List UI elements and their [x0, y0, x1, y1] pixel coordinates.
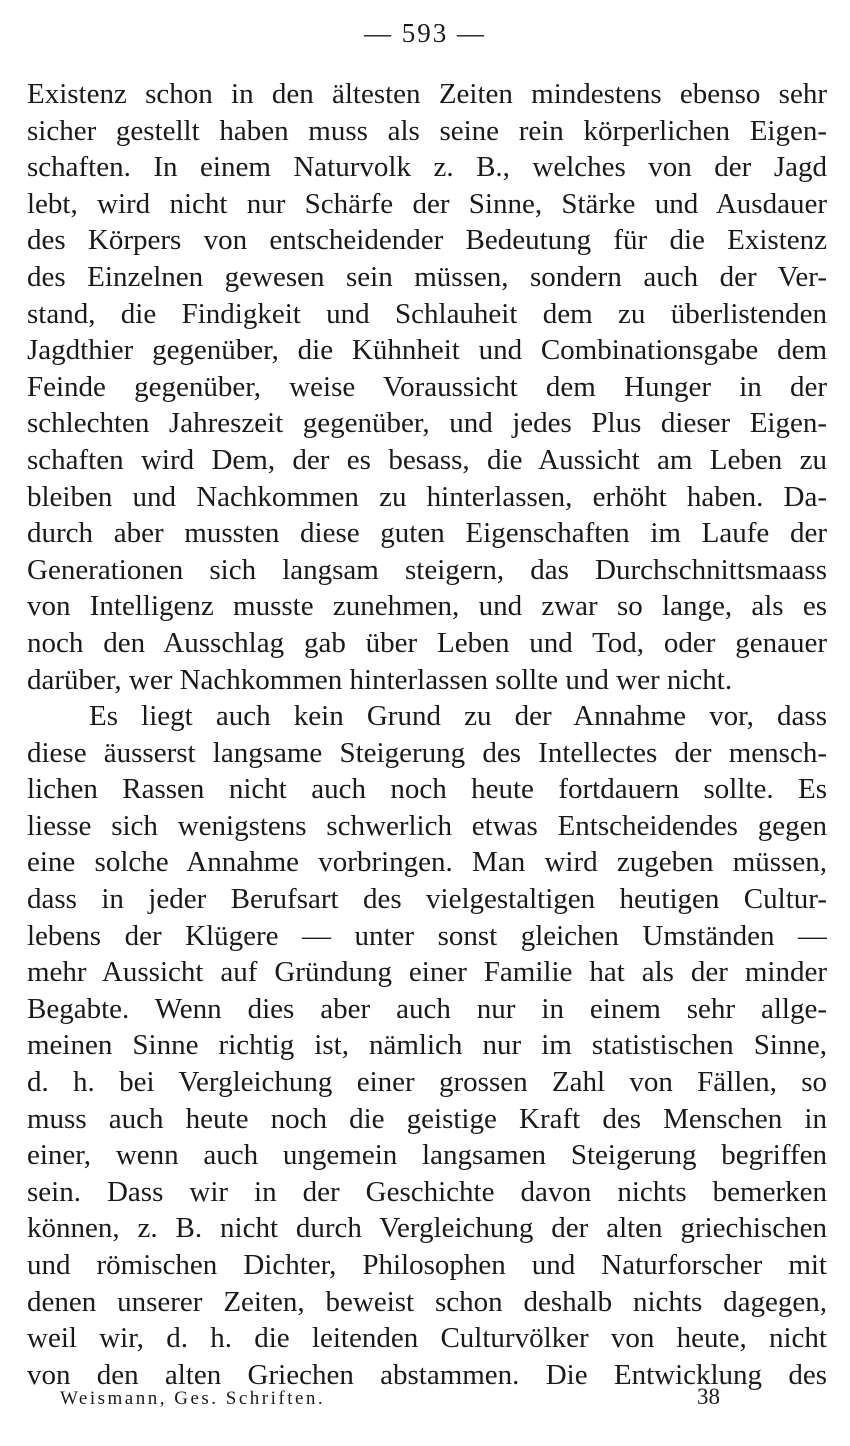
text-line: durch aber mussten diese guten Eigenschaften im Laufe der: [27, 517, 827, 550]
text-line: von den alten Griechen abstammen. Die Entwicklung des: [27, 1358, 827, 1391]
text-line: muss auch heute noch die geistige Kraft des Menschen in: [27, 1102, 827, 1135]
text-line: des Einzelnen gewesen sein müssen, sondern auch der Ver-: [27, 260, 827, 293]
text-line: schaften wird Dem, der es besass, die Aussicht am Leben zu: [27, 443, 827, 476]
text-line: und römischen Dichter, Philosophen und Naturforscher mit: [27, 1249, 827, 1281]
text-line: Jagdthier gegenüber, die Kühnheit und Combinationsgabe dem: [27, 334, 827, 367]
paragraph: [27, 698, 827, 1393]
text-line: Es liegt auch kein Grund zu der Annahme vor, dass: [89, 700, 827, 733]
footer-source: Weismann, Ges. Schriften.: [60, 1388, 326, 1409]
text-line: meinen Sinne richtig ist, nämlich nur im statistischen Sinne,: [27, 1029, 827, 1062]
text-line: des Körpers von entscheidender Bedeutung für die Existenz: [27, 224, 827, 257]
text-line: Existenz schon in den ältesten Zeiten mindestens ebenso sehr: [27, 78, 827, 110]
text-line: Generationen sich langsam steigern, das Durchschnittsmaass: [27, 553, 827, 586]
paragraph: [27, 76, 827, 698]
sheet-signature: 38: [697, 1384, 720, 1409]
text-line: von Intelligenz musste zunehmen, und zwar so lange, als es: [27, 590, 827, 623]
text-line: darüber, wer Nachkommen hinterlassen sollte und wer nicht.: [27, 663, 733, 696]
text-line: d. h. bei Vergleichung einer grossen Zahl von Fällen, so: [27, 1066, 827, 1099]
text-line: mehr Aussicht auf Gründung einer Familie hat als der minder: [27, 956, 827, 989]
text-line: liesse sich wenigstens schwerlich etwas Entscheidendes gegen: [27, 809, 827, 842]
text-line: Feinde gegenüber, weise Voraussicht dem Hunger in der: [27, 370, 827, 403]
text-line: stand, die Findigkeit und Schlauheit dem zu überlistenden: [27, 297, 827, 330]
text-line: lebens der Klügere — unter sonst gleichen Umständen —: [27, 919, 827, 952]
text-line: bleiben und Nachkommen zu hinterlassen, erhöht haben. Da-: [27, 480, 827, 513]
text-line: denen unserer Zeiten, beweist schon deshalb nichts dagegen,: [27, 1285, 827, 1318]
text-line: schlechten Jahreszeit gegenüber, und jedes Plus dieser Eigen-: [27, 407, 827, 440]
text-line: lichen Rassen nicht auch noch heute fortdauern sollte. Es: [27, 773, 827, 806]
text-line: können, z. B. nicht durch Vergleichung der alten griechischen: [27, 1212, 827, 1245]
text-line: sein. Dass wir in der Geschichte davon nichts bemerken: [27, 1175, 827, 1208]
text-line: schaften. In einem Naturvolk z. B., welches von der Jagd: [27, 151, 827, 184]
text-line: dass in jeder Berufsart des vielgestaltigen heutigen Cultur-: [27, 883, 827, 916]
text-line: einer, wenn auch ungemein langsamen Steigerung begriffen: [27, 1139, 827, 1172]
text-line: Begabte. Wenn dies aber auch nur in einem sehr allge-: [27, 992, 827, 1025]
text-line: lebt, wird nicht nur Schärfe der Sinne, Stärke und Ausdauer: [27, 187, 827, 220]
text-line: weil wir, d. h. die leitenden Culturvölker von heute, nicht: [27, 1322, 827, 1355]
page-number: — 593 —: [364, 18, 486, 48]
body-text: [27, 76, 827, 1393]
text-line: diese äusserst langsame Steigerung des Intellectes der mensch-: [27, 736, 827, 769]
page-footer: [60, 1384, 720, 1418]
text-line: eine solche Annahme vorbringen. Man wird zugeben müssen,: [27, 846, 827, 879]
text-line: sicher gestellt haben muss als seine rein körperlichen Eigen-: [27, 114, 827, 147]
text-line: noch den Ausschlag gab über Leben und Tod, oder genauer: [27, 626, 827, 659]
